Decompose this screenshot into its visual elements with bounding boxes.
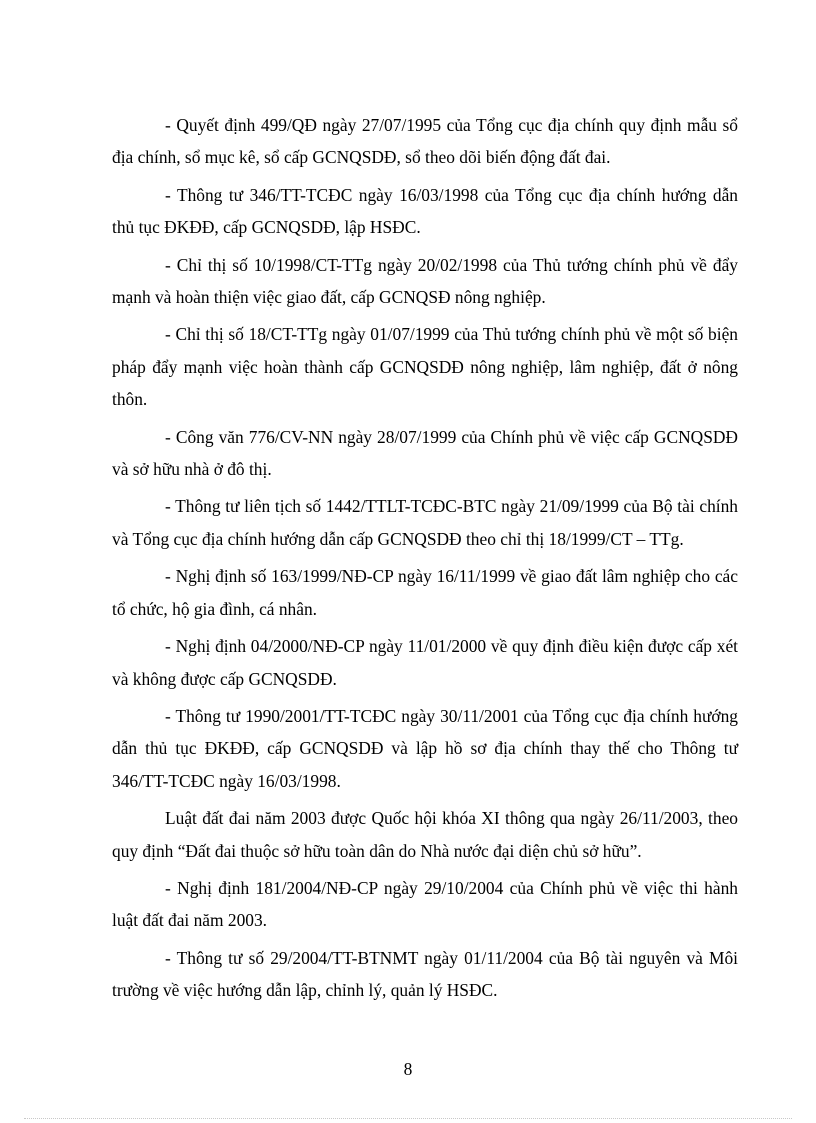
paragraph-land-law-2003: Luật đất đai năm 2003 được Quốc hội khóa XI thông qua ngày 26/11/2003, theo quy định “Đất đai thuộc sở hữu toàn dân do Nhà nước đại diện chủ sở hữu”.	[112, 808, 738, 861]
paragraph-circular-346: - Thông tư 346/TT-TCĐC ngày 16/03/1998 của Tổng cục địa chính hướng dẫn thủ tục ĐKĐĐ, cấp GCNQSDĐ, lập HSĐC.	[112, 184, 738, 238]
paragraph-directive-18: - Chỉ thị số 18/CT-TTg ngày 01/07/1999 của Thủ tướng chính phủ về một số biện pháp đẩy mạnh việc hoàn thành cấp GCNQSDĐ nông nghiệp, lâm nghiệp, đất ở nông thôn.	[112, 324, 738, 410]
page-bottom-divider	[24, 1118, 792, 1119]
paragraph-circular-1990-2001: - Thông tư 1990/2001/TT-TCĐC ngày 30/11/2001 của Tổng cục địa chính hướng dẫn thủ tục ĐKĐĐ, cấp GCNQSDĐ và lập hồ sơ địa chính thay thế cho Thông tư 346/TT-TCĐC ngày 16/03/1998.	[112, 705, 738, 791]
document-body	[112, 109, 738, 1012]
paragraph-decree-163-1999: - Nghị định số 163/1999/NĐ-CP ngày 16/11/1999 về giao đất lâm nghiệp cho các tổ chức, hộ gia đình, cá nhân.	[112, 566, 738, 619]
paragraph-decision-499: - Quyết định 499/QĐ ngày 27/07/1995 của Tổng cục địa chính quy định mẫu sổ địa chính, sổ mục kê, sổ cấp GCNQSDĐ, sổ theo dõi biến động đất đai.	[112, 115, 738, 168]
page-number: 8	[403, 1059, 413, 1079]
paragraph-directive-10-1998: - Chỉ thị số 10/1998/CT-TTg ngày 20/02/1998 của Thủ tướng chính phủ về đẩy mạnh và hoàn thiện việc giao đất, cấp GCNQSĐ nông nghiệp.	[112, 254, 738, 308]
paragraph-official-letter-776: - Công văn 776/CV-NN ngày 28/07/1999 của Chính phủ về việc cấp GCNQSDĐ và sở hữu nhà ở đô thị.	[112, 426, 738, 480]
paragraph-decree-04-2000: - Nghị định 04/2000/NĐ-CP ngày 11/01/2000 về quy định điều kiện được cấp xét và không được cấp GCNQSDĐ.	[112, 636, 738, 689]
paragraph-decree-181-2004: - Nghị định 181/2004/NĐ-CP ngày 29/10/2004 của Chính phủ về việc thi hành luật đất đai năm 2003.	[112, 877, 738, 931]
paragraph-joint-circular-1442: - Thông tư liên tịch số 1442/TTLT-TCĐC-BTC ngày 21/09/1999 của Bộ tài chính và Tổng cục địa chính hướng dẫn cấp GCNQSDĐ theo chỉ thị 18/1999/CT – TTg.	[112, 496, 738, 549]
paragraph-circular-29-2004: - Thông tư số 29/2004/TT-BTNMT ngày 01/11/2004 của Bộ tài nguyên và Môi trường về việc hướng dẫn lập, chỉnh lý, quản lý HSĐC.	[112, 947, 738, 1001]
